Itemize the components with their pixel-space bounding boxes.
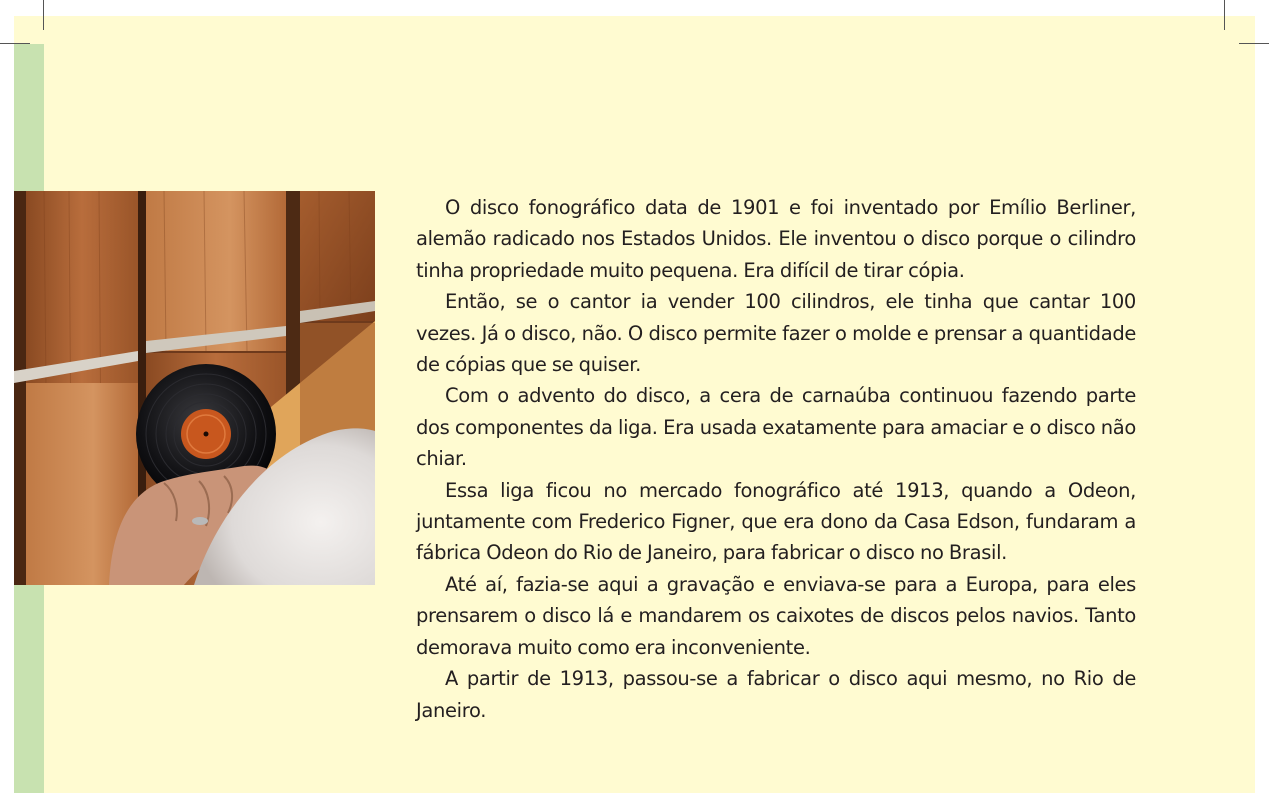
paragraph-2: Então, se o cantor ia vender 100 cilindros, ele tinha que cantar 100 vezes. Já o disco, não. O disco permite fazer o molde e prensar a quantidade de cópias que se quiser. (416, 290, 1136, 377)
crop-mark-top-left-horizontal (0, 43, 30, 44)
crop-mark-top-left-vertical (43, 0, 44, 30)
paragraph-3: Com o advento do disco, a cera de carnaúba continuou fazendo parte dos componentes da liga. Era usada exatamente para amaciar e o disco não chiar. (416, 384, 1136, 471)
crop-mark-top-right-horizontal (1239, 43, 1269, 44)
paragraph-6: A partir de 1913, passou-se a fabricar o disco aqui mesmo, no Rio de Janeiro. (416, 667, 1136, 722)
paragraph-1: O disco fonográfico data de 1901 e foi inventado por Emílio Berliner, alemão radicado nos Estados Unidos. Ele inventou o disco porque o cilindro tinha propriedade muito pequena. Era difícil de tirar cópia. (416, 196, 1136, 282)
crop-mark-top-right-vertical (1224, 0, 1225, 30)
article-text (416, 192, 1136, 726)
paragraph-5: Até aí, fazia-se aqui a gravação e enviava-se para a Europa, para eles prensarem o disco lá e mandarem os caixotes de discos pelos navios. Tanto demorava muito como era inconveniente. (416, 572, 1136, 659)
paragraph-4: Essa liga ficou no mercado fonográfico até 1913, quando a Odeon, juntamente com Frederico Figner, que era dono da Casa Edson, fundaram a fábrica Odeon do Rio de Janeiro, para fabricar o disco no Brasil. (416, 478, 1136, 565)
vinyl-record-photo (14, 191, 375, 585)
